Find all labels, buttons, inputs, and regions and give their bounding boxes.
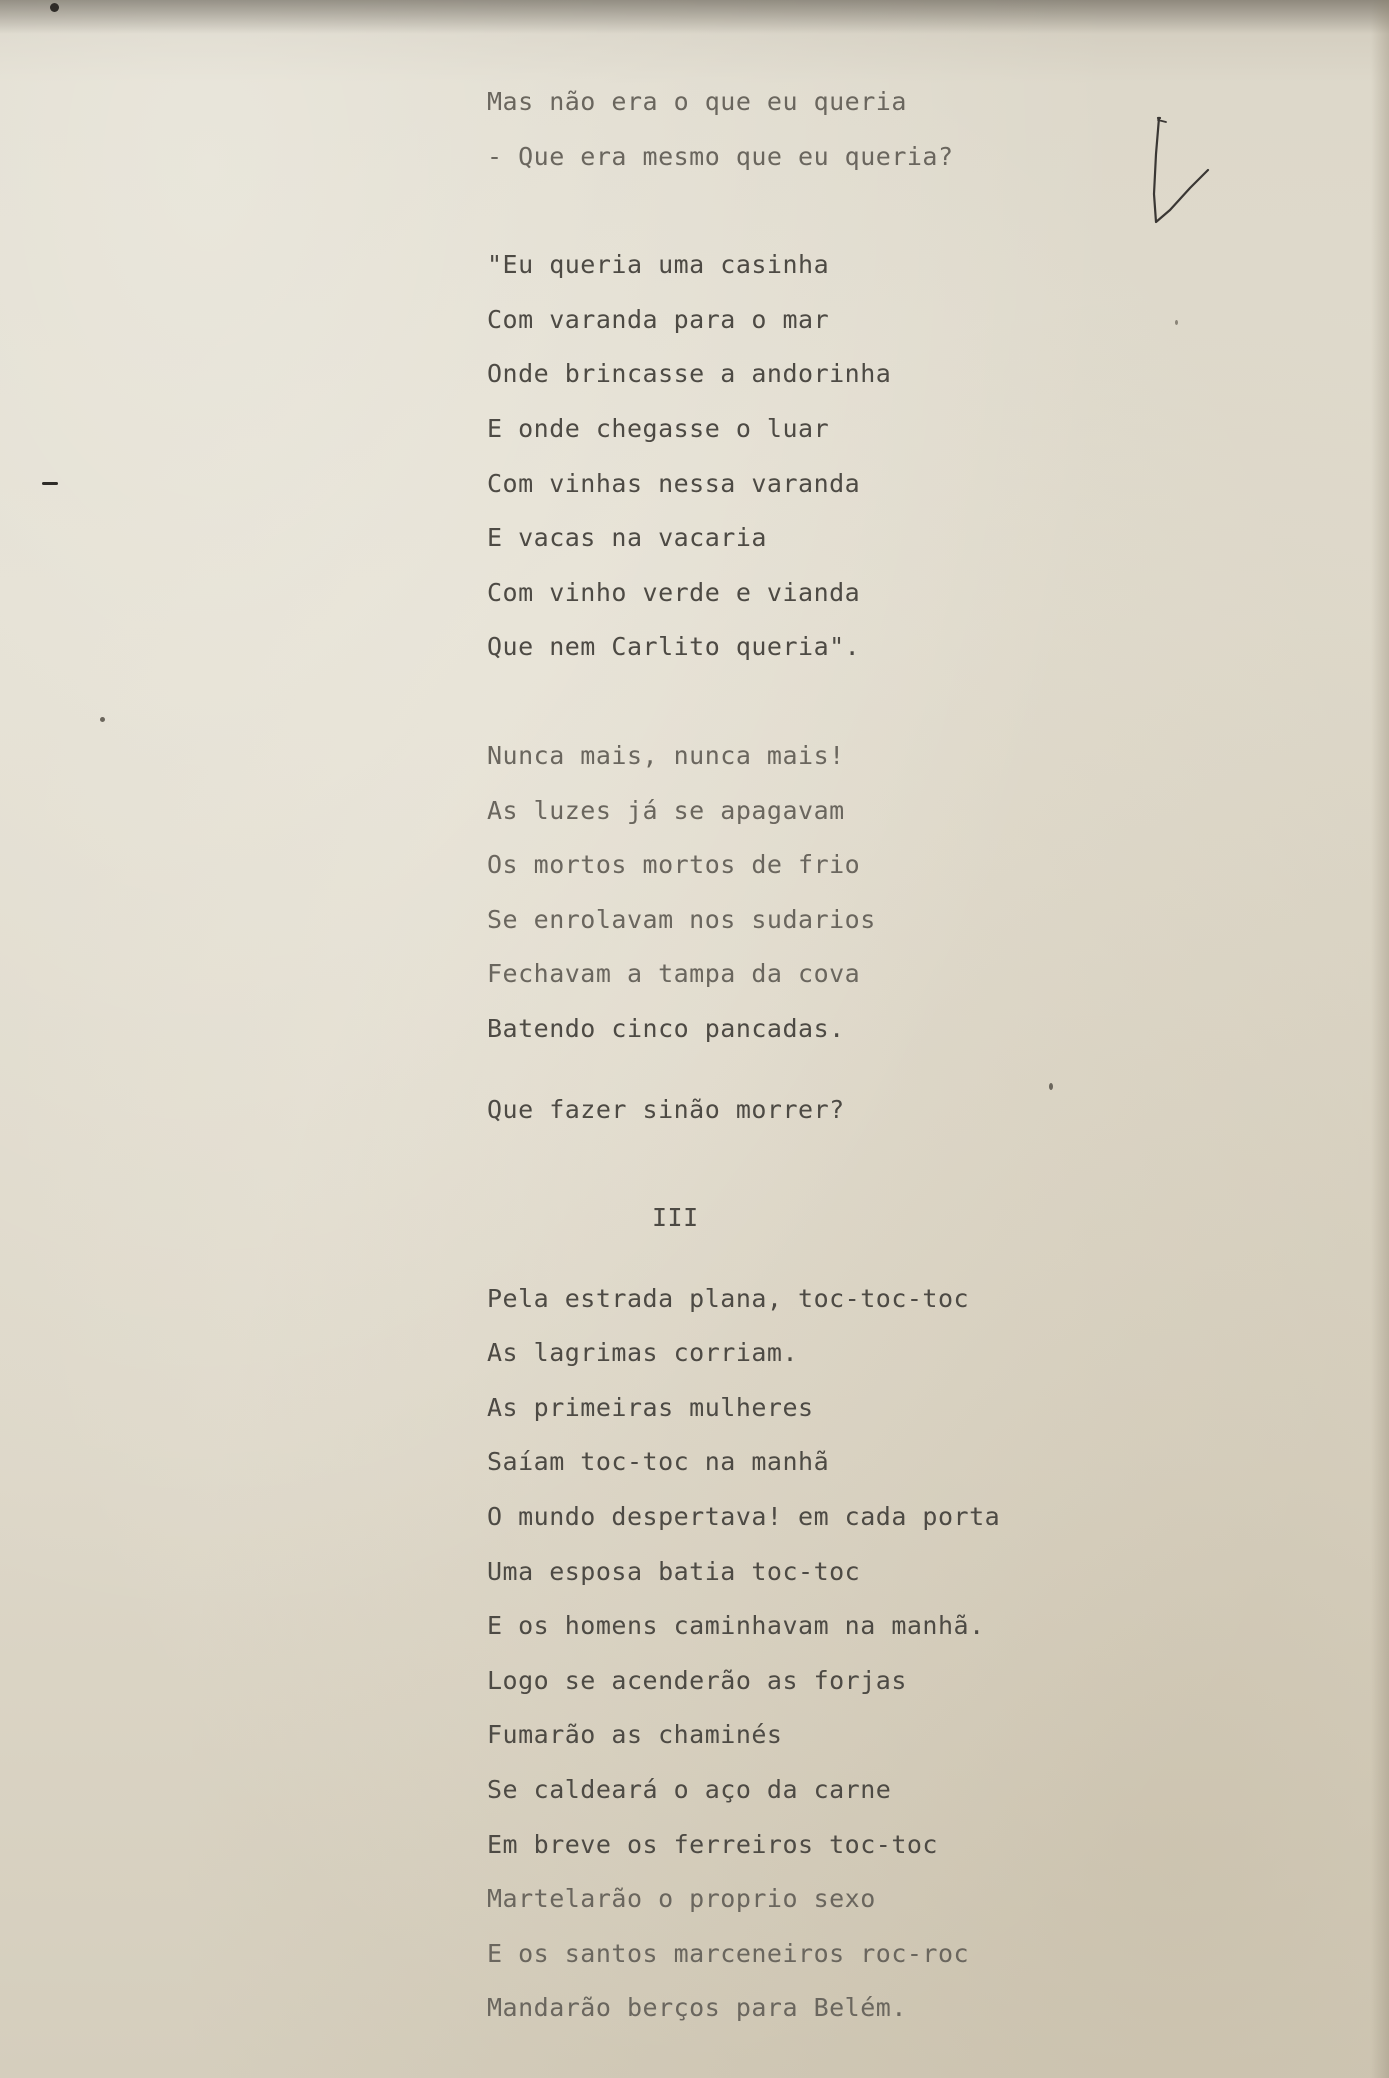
ink-speck bbox=[50, 3, 59, 12]
stanza-gap bbox=[487, 675, 1207, 729]
poem-text bbox=[487, 75, 1207, 2036]
ink-speck bbox=[100, 717, 105, 722]
poem-line: Com varanda para o mar bbox=[487, 304, 830, 334]
poem-line: Mas não era o que eu queria bbox=[487, 87, 907, 116]
poem-line: Os mortos mortos de frio bbox=[487, 850, 861, 880]
poem-line: Onde brincasse a andorinha bbox=[487, 359, 892, 389]
page-right-edge bbox=[1371, 0, 1389, 2078]
ink-speck bbox=[42, 482, 58, 485]
poem-line: Se enrolavam nos sudarios bbox=[487, 904, 876, 934]
poem-line: Com vinhas nessa varanda bbox=[487, 468, 861, 498]
poem-line: As primeiras mulheres bbox=[487, 1392, 814, 1422]
poem-line: E os santos marceneiros roc-roc bbox=[487, 1938, 970, 1968]
stanza-gap bbox=[487, 1246, 1207, 1272]
poem-line: Nunca mais, nunca mais! bbox=[487, 740, 845, 770]
poem-line: "Eu queria uma casinha bbox=[487, 250, 830, 280]
poem-line: E vacas na vacaria bbox=[487, 523, 767, 553]
poem-line: Fechavam a tampa da cova bbox=[487, 959, 861, 989]
stanza-gap bbox=[487, 1137, 1207, 1191]
poem-line: Martelarão o proprio sexo bbox=[487, 1884, 876, 1914]
poem-line: O mundo despertava! em cada porta bbox=[487, 1502, 1001, 1532]
section-heading: III bbox=[652, 1203, 699, 1233]
stanza-gap bbox=[487, 184, 1207, 238]
poem-line: Pela estrada plana, toc-toc-toc bbox=[487, 1283, 970, 1313]
poem-line: E onde chegasse o luar bbox=[487, 413, 830, 443]
poem-line: Com vinho verde e vianda bbox=[487, 577, 861, 607]
poem-line: Se caldeará o aço da carne bbox=[487, 1775, 892, 1805]
poem-line: Mandarão berços para Belém. bbox=[487, 1993, 907, 2023]
poem-line: Que nem Carlito queria". bbox=[487, 632, 861, 662]
poem-line: Uma esposa batia toc-toc bbox=[487, 1556, 861, 1586]
poem-line: As luzes já se apagavam bbox=[487, 795, 845, 825]
poem-line: Fumarão as chaminés bbox=[487, 1720, 783, 1750]
poem-line: Saíam toc-toc na manhã bbox=[487, 1447, 830, 1477]
poem-line: E os homens caminhavam na manhã. bbox=[487, 1611, 985, 1641]
poem-line: Logo se acenderão as forjas bbox=[487, 1665, 907, 1695]
poem-line: Que fazer sinão morrer? bbox=[487, 1094, 845, 1124]
page-top-shadow bbox=[0, 0, 1389, 34]
poem-line: As lagrimas corriam. bbox=[487, 1338, 799, 1368]
poem-line: Batendo cinco pancadas. bbox=[487, 1013, 845, 1043]
poem-line: - Que era mesmo que eu queria? bbox=[487, 141, 954, 171]
stanza-gap bbox=[487, 1057, 1207, 1083]
poem-line: Em breve os ferreiros toc-toc bbox=[487, 1829, 938, 1859]
